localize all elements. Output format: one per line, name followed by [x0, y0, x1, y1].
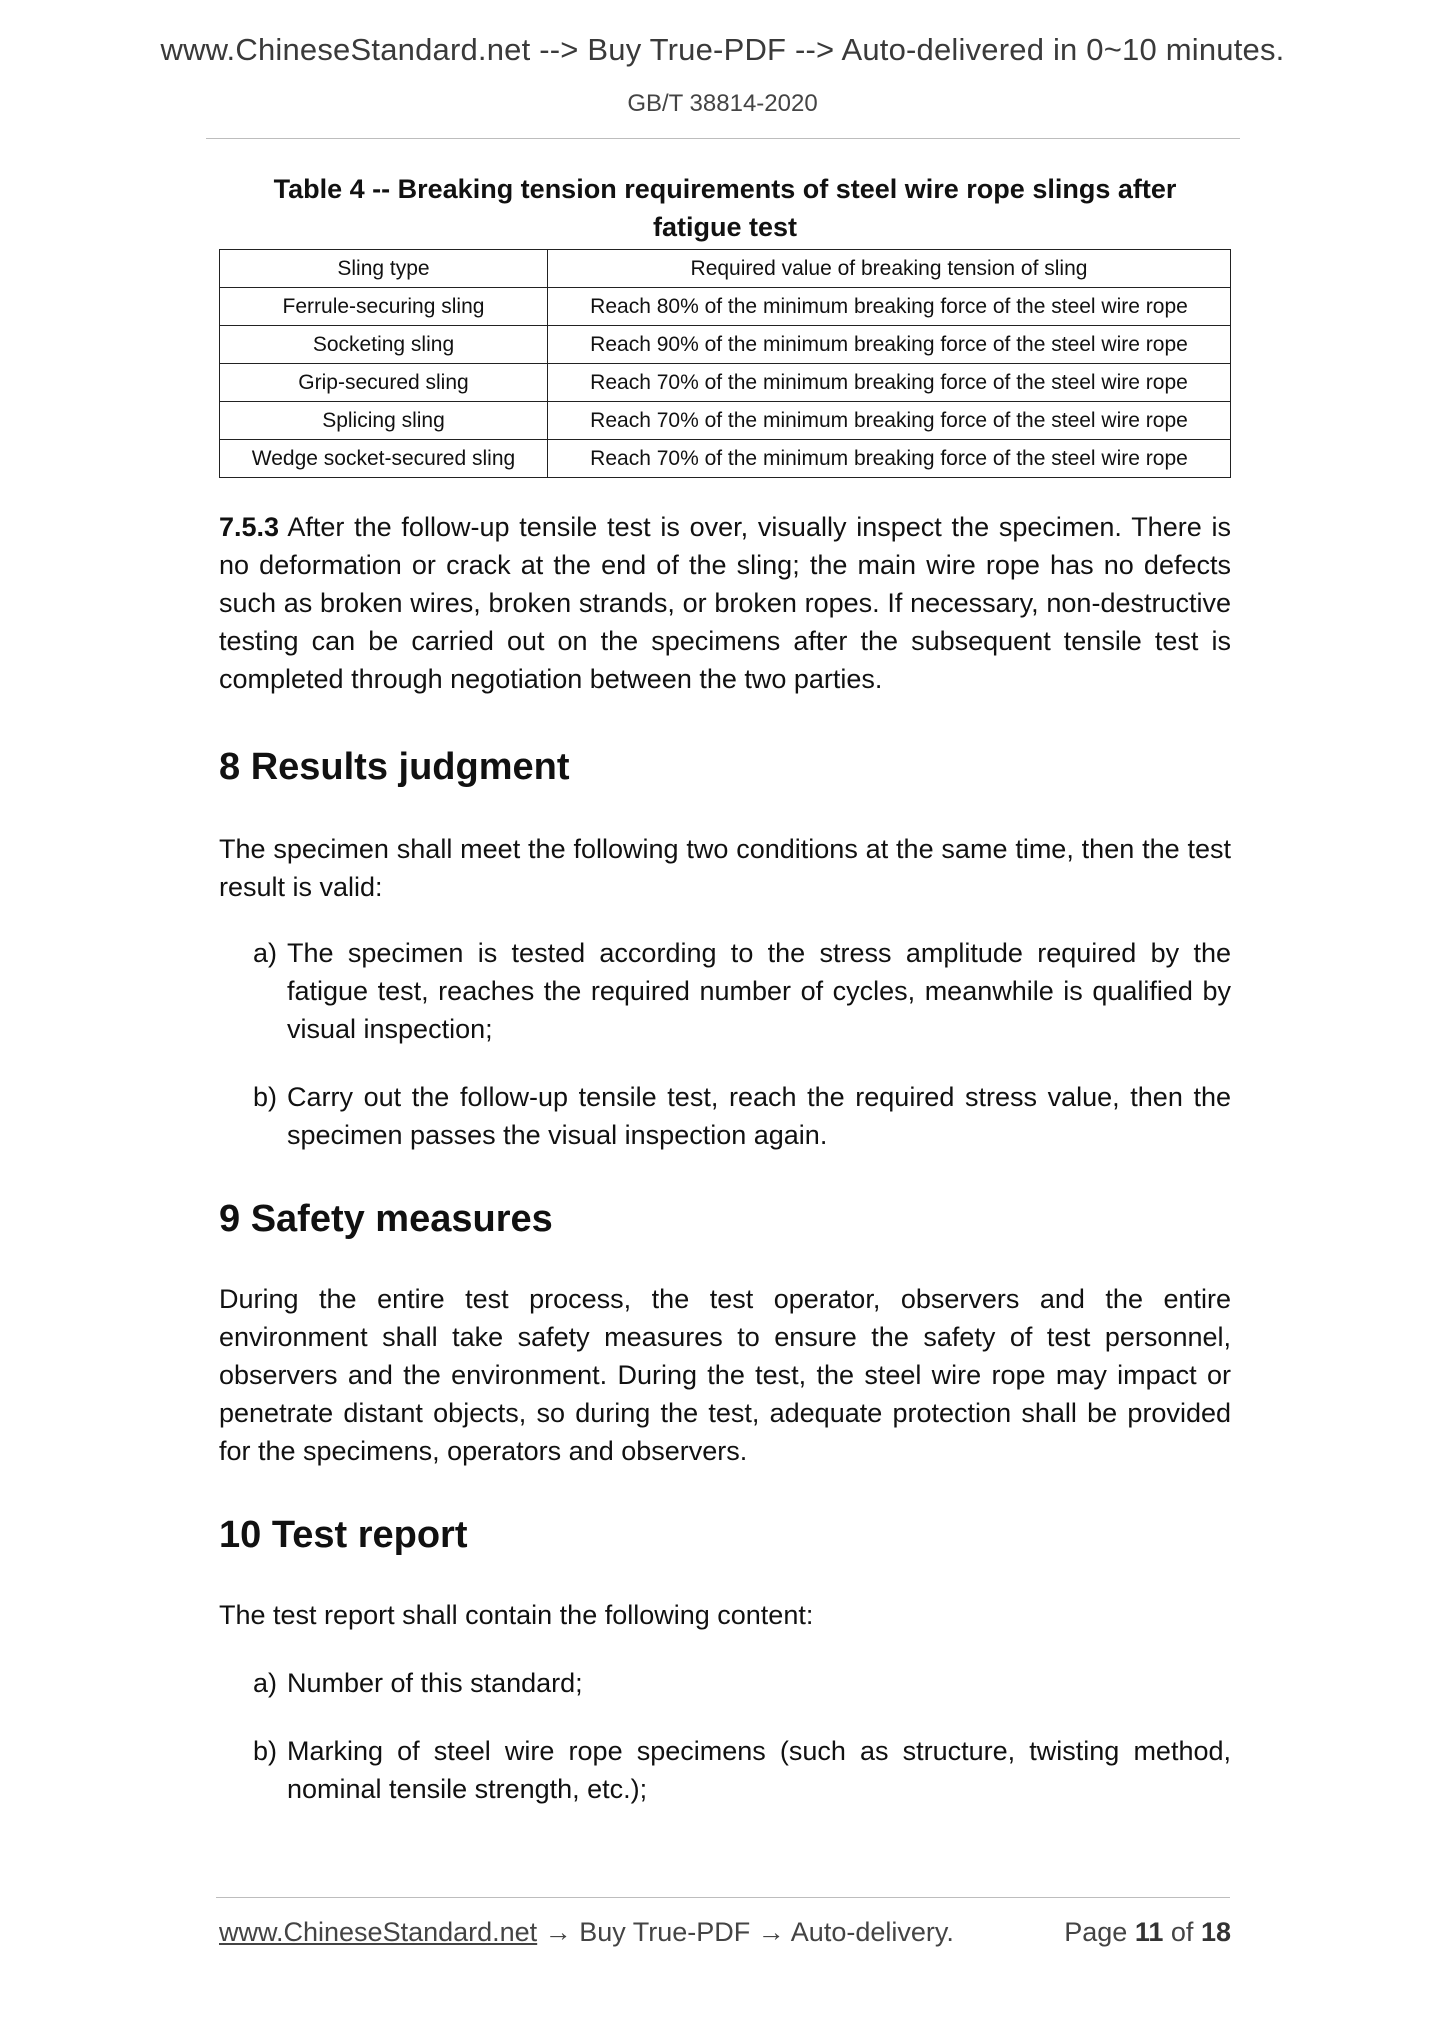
table-header-row: [220, 250, 1231, 288]
list-item: [219, 934, 1231, 1048]
footer-buy-text: Buy True-PDF: [579, 1917, 751, 1947]
table-cell: Ferrule-securing sling: [220, 288, 548, 326]
table-row: [220, 440, 1231, 478]
content-area: [219, 170, 1231, 1808]
list-item: [219, 1078, 1231, 1154]
page-number: 11: [1134, 1917, 1164, 1947]
footer-delivery-text: Auto-delivery.: [790, 1917, 954, 1947]
table-cell: Reach 80% of the minimum breaking force of the steel wire rope: [548, 288, 1231, 326]
list-item-text: Marking of steel wire rope specimens (such as structure, twisting method, nominal tensile strength, etc.);: [287, 1736, 1231, 1804]
section-10-intro: The test report shall contain the following content:: [219, 1600, 814, 1630]
list-item-label: a): [253, 1668, 278, 1698]
footer: [219, 1917, 1231, 1948]
clause-number: 7.5.3: [219, 512, 280, 542]
list-item-label: b): [253, 1736, 278, 1766]
total-pages: 18: [1200, 1917, 1231, 1947]
requirements-table: [219, 249, 1231, 478]
header-banner: www.ChineseStandard.net --> Buy True-PDF --> Auto-delivered in 0~10 minutes.: [160, 32, 1285, 67]
table-cell: Splicing sling: [220, 402, 548, 440]
table-cell: Reach 90% of the minimum breaking force of the steel wire rope: [548, 326, 1231, 364]
list-item-label: a): [253, 938, 278, 968]
standard-code: GB/T 38814-2020: [627, 90, 818, 117]
footer-divider: [216, 1897, 1230, 1898]
table-header-cell: Required value of breaking tension of sling: [548, 250, 1231, 288]
arrow-icon: →: [544, 1917, 572, 1947]
list-item-label: b): [253, 1082, 278, 1112]
of-word: of: [1170, 1917, 1194, 1947]
list-item-text: The specimen is tested according to the stress amplitude required by the fatigue test, reaches the required number of cycles, meanwhile is qualified by visual inspection;: [287, 938, 1231, 1044]
table-row: [220, 402, 1231, 440]
table-header-cell: Sling type: [220, 250, 548, 288]
table-cell: Wedge socket-secured sling: [220, 440, 548, 478]
section-10-heading: 10 Test report: [219, 1514, 468, 1556]
header-divider: [206, 138, 1240, 139]
table-cell: Reach 70% of the minimum breaking force of the steel wire rope: [548, 440, 1231, 478]
arrow-icon: →: [757, 1917, 785, 1947]
table-row: [220, 326, 1231, 364]
footer-site-link[interactable]: www.ChineseStandard.net: [219, 1917, 538, 1947]
clause-text: After the follow-up tensile test is over, visually inspect the specimen. There is no deformation or crack at the end of the sling; the main wire rope has no defects such as broken wires, broken strands, or broken ropes. If necessary, non-destructive testing can be carried out on the specimens after the subsequent tensile test is completed through negotiation between the two parties.: [219, 512, 1231, 694]
section-8-heading: 8 Results judgment: [219, 746, 570, 788]
table-cell: Socketing sling: [220, 326, 548, 364]
list-item: [219, 1732, 1231, 1808]
section-9-text: During the entire test process, the test operator, observers and the entire environment shall take safety measures to ensure the safety of test personnel, observers and the environment. During the test, the steel wire rope may impact or penetrate distant objects, so during the test, adequate protection shall be provided for the specimens, operators and observers.: [219, 1284, 1231, 1466]
list-item-text: Carry out the follow-up tensile test, reach the required stress value, then the specimen passes the visual inspection again.: [287, 1082, 1231, 1150]
table-row: [220, 288, 1231, 326]
table-cell: Reach 70% of the minimum breaking force of the steel wire rope: [548, 402, 1231, 440]
page-indicator: [1064, 1917, 1231, 1948]
list-item: [219, 1664, 1231, 1702]
table-title: Table 4 -- Breaking tension requirements of steel wire rope slings after fatigue test: [273, 174, 1177, 242]
table-row: [220, 364, 1231, 402]
page-word: Page: [1064, 1917, 1128, 1947]
list-item-text: Number of this standard;: [287, 1668, 583, 1698]
section-8-intro: The specimen shall meet the following two conditions at the same time, then the test result is valid:: [219, 834, 1231, 902]
table-cell: Grip-secured sling: [220, 364, 548, 402]
clause-7-5-3: [219, 508, 1231, 698]
table-cell: Reach 70% of the minimum breaking force of the steel wire rope: [548, 364, 1231, 402]
section-9-heading: 9 Safety measures: [219, 1198, 553, 1240]
